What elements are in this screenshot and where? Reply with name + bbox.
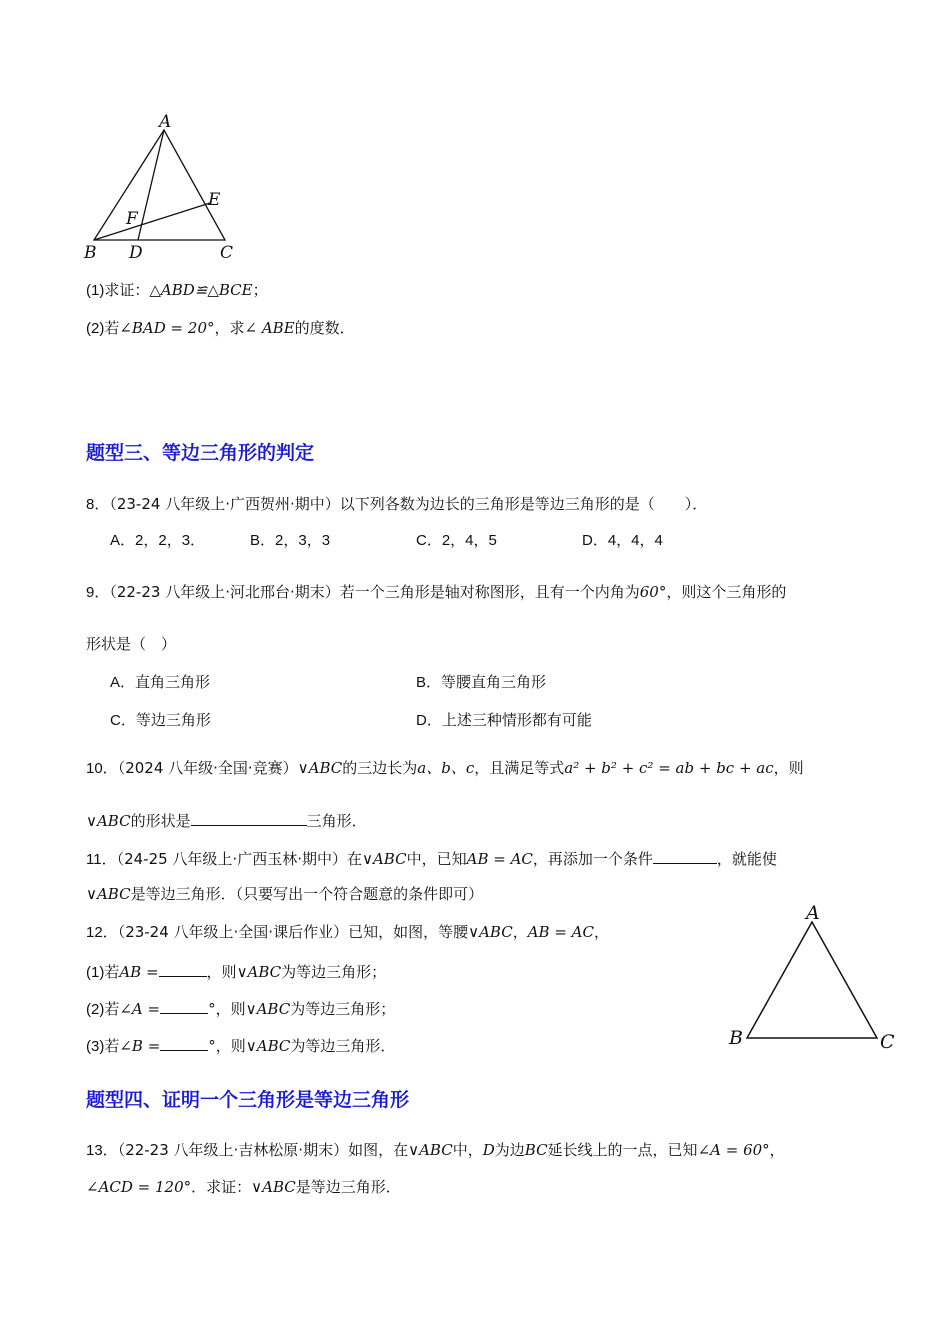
q8-option-a-text: 2，2，3． bbox=[135, 532, 206, 549]
q13-math4: ∠A = 60° bbox=[697, 1141, 770, 1159]
q9-text2: ，则这个三角形的 bbox=[666, 583, 787, 601]
q11-line2 bbox=[86, 884, 483, 904]
q9-option-c bbox=[110, 710, 211, 731]
q12-part-1-tri: ∨ABC bbox=[236, 963, 282, 981]
q10-line2 bbox=[86, 809, 367, 831]
segment-be bbox=[94, 203, 210, 240]
p7-q2-end: 的度数． bbox=[294, 319, 355, 337]
triangle-abc-lines bbox=[94, 130, 225, 240]
q8-text: 以下列各数为边长的三角形是等边三角形的是（ ）． bbox=[339, 495, 708, 513]
q12-math1: ∨ABC bbox=[468, 923, 513, 941]
q10-math3: a² + b² + c² = ab + bc + ac bbox=[564, 759, 774, 777]
q10-answer-blank[interactable] bbox=[191, 809, 307, 826]
q10-math2: a、b、c bbox=[417, 759, 475, 777]
label-a: A bbox=[159, 112, 172, 132]
q12-part-1-label: (1)若 bbox=[86, 964, 120, 981]
q12-part-3-mid: ，则 bbox=[215, 1037, 246, 1055]
q9-source: （22-23 八年级上·河北邢台·期末） bbox=[109, 583, 340, 601]
section-3-title: 题型三、等边三角形的判定 bbox=[86, 442, 315, 464]
q13-text5: ， bbox=[769, 1141, 785, 1159]
q13-text2: 中， bbox=[452, 1141, 483, 1159]
label-f: F bbox=[126, 209, 138, 229]
q12-part-3-label: (3)若 bbox=[86, 1038, 120, 1055]
q9-number: 9． bbox=[86, 584, 110, 601]
q10-text1: 的三边长为 bbox=[342, 759, 418, 777]
q12-text2: ， bbox=[512, 923, 528, 941]
q8-option-b bbox=[250, 531, 330, 551]
q12-part-1-math: AB = bbox=[119, 963, 159, 981]
q12-part-2-math: ∠A = bbox=[119, 1000, 161, 1018]
triangle-abc-outline-2 bbox=[747, 922, 877, 1038]
q11-line2-math: ∨ABC bbox=[86, 885, 131, 903]
q9-option-b-text: 等腰直角三角形 bbox=[441, 673, 547, 691]
q9-option-d-text: 上述三种情形都有可能 bbox=[441, 711, 592, 729]
q10-text2: ，且满足等式 bbox=[474, 759, 565, 777]
label-b-2: B bbox=[729, 1027, 743, 1049]
q9-text1: 若一个三角形是轴对称图形，且有一个内角为 bbox=[339, 583, 640, 601]
q10-line2-text2: 三角形． bbox=[306, 812, 367, 830]
q13-math3: BC bbox=[524, 1141, 548, 1159]
q8-option-a-letter: A． bbox=[110, 532, 136, 549]
q12-text1: 已知，如图，等腰 bbox=[348, 923, 469, 941]
q9-option-a bbox=[110, 672, 210, 693]
q12-math2: AB = AC bbox=[527, 923, 594, 941]
q8-option-d-text: 4，4，4 bbox=[607, 532, 663, 549]
q11-answer-blank[interactable] bbox=[653, 847, 717, 864]
q8-option-b-text: 2，3，3 bbox=[275, 532, 331, 549]
q12-part-3-unit: ° bbox=[208, 1037, 216, 1055]
label-b: B bbox=[84, 243, 97, 263]
q11-text4: ，就能使 bbox=[716, 850, 777, 868]
label-d: D bbox=[129, 243, 143, 263]
q11-source: （24-25 八年级上·广西玉林·期中） bbox=[116, 850, 347, 868]
p7-q1-label: (1)求证： bbox=[86, 282, 150, 299]
label-c: C bbox=[220, 243, 234, 263]
q10-source: （2024 八年级·全国·竞赛） bbox=[117, 759, 298, 777]
q12-part-2-end: 为等边三角形； bbox=[290, 1000, 396, 1018]
q11-stem bbox=[86, 847, 777, 870]
section-4-title: 题型四、证明一个三角形是等边三角形 bbox=[86, 1089, 410, 1111]
q9-math: 60° bbox=[639, 583, 667, 601]
label-e: E bbox=[208, 190, 221, 210]
q12-text3: ， bbox=[594, 923, 610, 941]
q10-stem bbox=[86, 758, 804, 779]
q13-math1: ∨ABC bbox=[408, 1141, 453, 1159]
q13-line2-math2: ∨ABC bbox=[251, 1178, 296, 1196]
q12-part-1-blank[interactable] bbox=[159, 960, 207, 977]
p7-q2-label: (2)若 bbox=[86, 320, 120, 337]
q11-math2: AB = AC bbox=[466, 850, 533, 868]
label-a-2: A bbox=[806, 902, 820, 924]
q12-part-1-end: 为等边三角形； bbox=[281, 963, 387, 981]
q8-option-d bbox=[582, 531, 663, 551]
q8-option-c bbox=[416, 531, 497, 551]
q8-option-c-text: 2，4，5 bbox=[441, 532, 497, 549]
q10-text3: ，则 bbox=[773, 759, 804, 777]
p7-q1-end: ； bbox=[252, 281, 268, 299]
q9-option-d bbox=[416, 710, 592, 731]
p7-part-1 bbox=[86, 280, 268, 301]
q13-number: 13． bbox=[86, 1142, 118, 1159]
p7-q2-math2: ∠ ABE bbox=[244, 319, 295, 337]
q13-line2 bbox=[86, 1177, 401, 1197]
q8-option-a bbox=[110, 531, 205, 551]
q12-part-1 bbox=[86, 960, 386, 983]
q8-source: （23-24 八年级上·广西贺州·期中） bbox=[109, 495, 340, 513]
p7-part-2 bbox=[86, 318, 355, 339]
p7-q2-math1: ∠BAD = 20° bbox=[119, 319, 215, 337]
q8-option-b-letter: B． bbox=[250, 532, 276, 549]
q12-part-3-blank[interactable] bbox=[160, 1034, 208, 1051]
q9-stem-line2: 形状是（ ） bbox=[86, 635, 177, 653]
q9-option-c-text: 等边三角形 bbox=[135, 711, 211, 729]
q12-part-3-math: ∠B = bbox=[119, 1037, 161, 1055]
q11-math1: ∨ABC bbox=[362, 850, 407, 868]
q13-stem bbox=[86, 1140, 785, 1161]
q8-option-d-letter: D． bbox=[582, 532, 608, 549]
q13-math2: D bbox=[482, 1141, 495, 1159]
q9-option-d-letter: D． bbox=[416, 712, 442, 729]
q13-line2-math1: ∠ACD = 120° bbox=[86, 1178, 192, 1196]
q12-part-3-tri: ∨ABC bbox=[245, 1037, 291, 1055]
q13-source: （22-23 八年级上·吉林松原·期末） bbox=[117, 1141, 349, 1159]
q10-math1: ∨ABC bbox=[297, 759, 343, 777]
q13-line2-text1: ．求证： bbox=[191, 1178, 252, 1196]
q8-option-c-letter: C． bbox=[416, 532, 442, 549]
q12-part-2-mid: ，则 bbox=[215, 1000, 246, 1018]
q12-source: （23-24 八年级上·全国·课后作业） bbox=[117, 923, 349, 941]
q12-part-2-blank[interactable] bbox=[160, 997, 208, 1014]
q8-stem bbox=[86, 494, 707, 515]
q12-part-1-mid: ，则 bbox=[206, 963, 237, 981]
q9-option-b-letter: B． bbox=[416, 674, 442, 691]
q10-line2-math: ∨ABC bbox=[86, 812, 131, 830]
segment-ad bbox=[138, 130, 164, 240]
q9-option-c-letter: C． bbox=[110, 712, 136, 729]
label-c-2: C bbox=[880, 1031, 895, 1053]
p7-q1-math: △ABD≌△BCE bbox=[149, 281, 253, 299]
q11-text1: 在 bbox=[346, 850, 362, 868]
q11-line2-text: 是等边三角形．（只要写出一个符合题意的条件即可） bbox=[130, 885, 484, 903]
q9-option-a-letter: A． bbox=[110, 674, 136, 691]
q12-part-3-end: 为等边三角形． bbox=[290, 1037, 396, 1055]
q13-line2-text2: 是等边三角形． bbox=[295, 1178, 401, 1196]
q12-part-2-tri: ∨ABC bbox=[245, 1000, 291, 1018]
q11-text3: ，再添加一个条件 bbox=[532, 850, 653, 868]
q12-part-2-label: (2)若 bbox=[86, 1001, 120, 1018]
figure-triangle-abd-bce bbox=[80, 110, 250, 263]
q13-text4: 延长线上的一点，已知 bbox=[547, 1141, 698, 1159]
q11-number: 11． bbox=[86, 851, 117, 868]
q10-line2-text1: 的形状是 bbox=[130, 812, 191, 830]
q9-stem bbox=[86, 582, 786, 603]
q11-text2: 中，已知 bbox=[406, 850, 467, 868]
q12-stem bbox=[86, 922, 609, 943]
q13-text1: 如图，在 bbox=[348, 1141, 409, 1159]
q12-part-3 bbox=[86, 1034, 395, 1057]
q9-option-a-text: 直角三角形 bbox=[135, 673, 211, 691]
q10-number: 10． bbox=[86, 760, 118, 777]
q8-number: 8． bbox=[86, 496, 110, 513]
q12-part-2 bbox=[86, 997, 395, 1020]
q9-option-b bbox=[416, 672, 546, 693]
figure-equilateral-triangle bbox=[725, 900, 905, 1053]
q12-part-2-unit: ° bbox=[208, 1000, 216, 1018]
p7-q2-mid: ，求 bbox=[214, 319, 245, 337]
q12-number: 12． bbox=[86, 924, 118, 941]
q13-text3: 为边 bbox=[494, 1141, 525, 1159]
